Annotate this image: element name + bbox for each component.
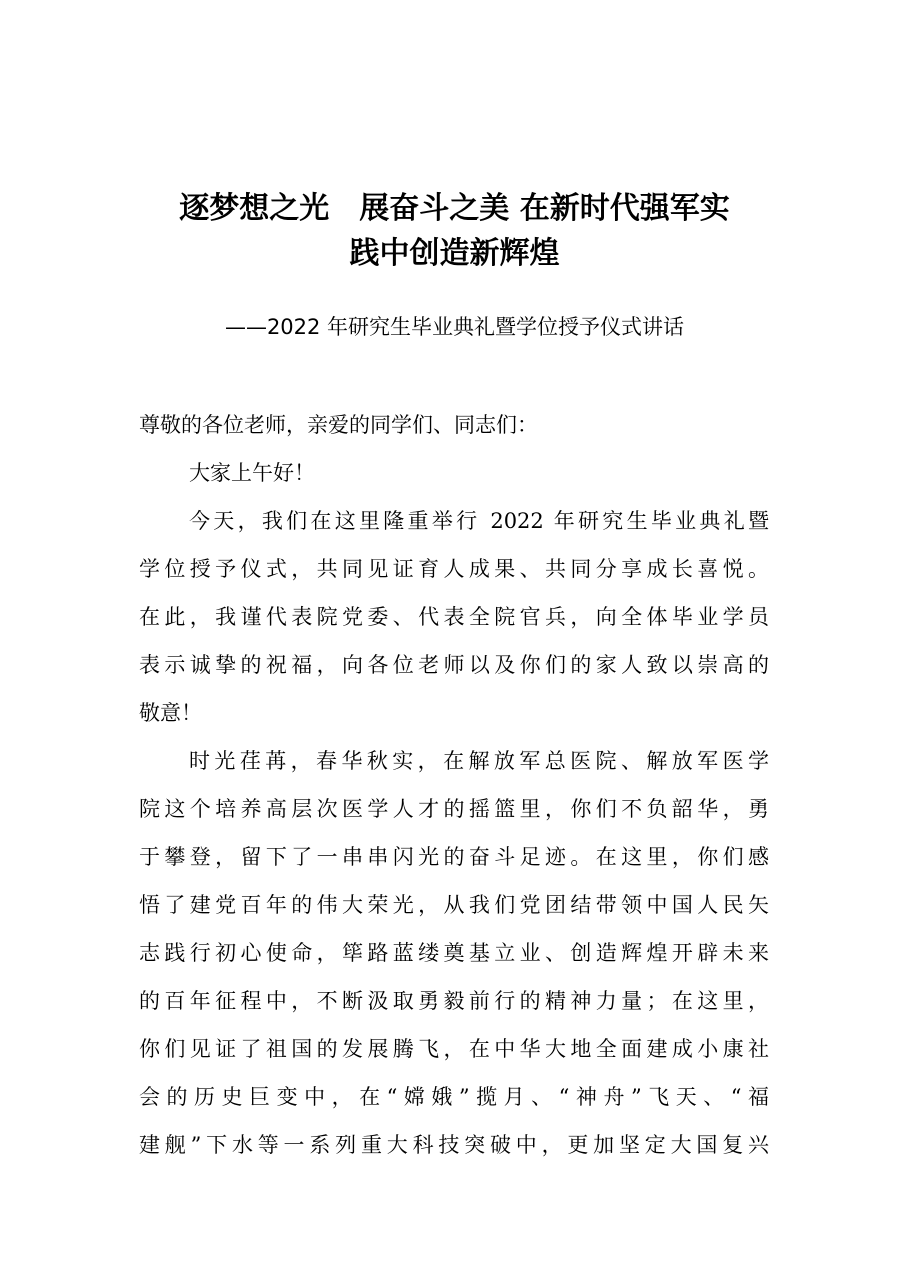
- paragraph2-line: 院这个培养高层次医学人才的摇篮里，你们不负韶华，勇: [139, 797, 769, 821]
- document-title: [60, 186, 849, 276]
- paragraph1-line: 敬意！: [139, 701, 202, 725]
- paragraph1-line: 表示诚挚的祝福，向各位老师以及你们的家人致以崇高的: [139, 653, 769, 677]
- paragraph2-line: 于攀登，留下了一串串闪光的奋斗足迹。在这里，你们感: [139, 845, 769, 869]
- paragraph2-line: 建舰”下水等一系列重大科技突破中，更加坚定大国复兴: [139, 1133, 769, 1157]
- paragraph2-line: 会的历史巨变中，在“嫦娥”揽月、“神舟”飞天、“福: [139, 1085, 769, 1109]
- paragraph2-line: 悟了建党百年的伟大荣光，从我们党团结带领中国人民矢: [139, 893, 769, 917]
- paragraph2-line: 的百年征程中，不断汲取勇毅前行的精神力量；在这里，: [139, 989, 769, 1013]
- paragraph2-line: 志践行初心使命，筚路蓝缕奠基立业、创造辉煌开辟未来: [139, 941, 769, 965]
- salutation: 尊敬的各位老师，亲爱的同学们、同志们：: [139, 413, 538, 437]
- paragraph2-line: 时光荏苒，春华秋实，在解放军总医院、解放军医学: [189, 749, 769, 773]
- document-subtitle: ——2022 年研究生毕业典礼暨学位授予仪式讲话: [224, 315, 685, 339]
- paragraph1-line: 学位授予仪式，共同见证育人成果、共同分享成长喜悦。: [139, 557, 769, 581]
- title-line-2: 践中创造新辉煌: [349, 236, 560, 271]
- paragraph2-line: 你们见证了祖国的发展腾飞，在中华大地全面建成小康社: [139, 1037, 769, 1061]
- greeting: 大家上午好！: [189, 461, 315, 485]
- title-line-1: 逐梦想之光 展奋斗之美 在新时代强军实: [179, 191, 730, 226]
- paragraph1-line: 在此，我谨代表院党委、代表全院官兵，向全体毕业学员: [139, 605, 769, 629]
- paragraph1-line: 今天，我们在这里隆重举行 2022 年研究生毕业典礼暨: [189, 509, 769, 533]
